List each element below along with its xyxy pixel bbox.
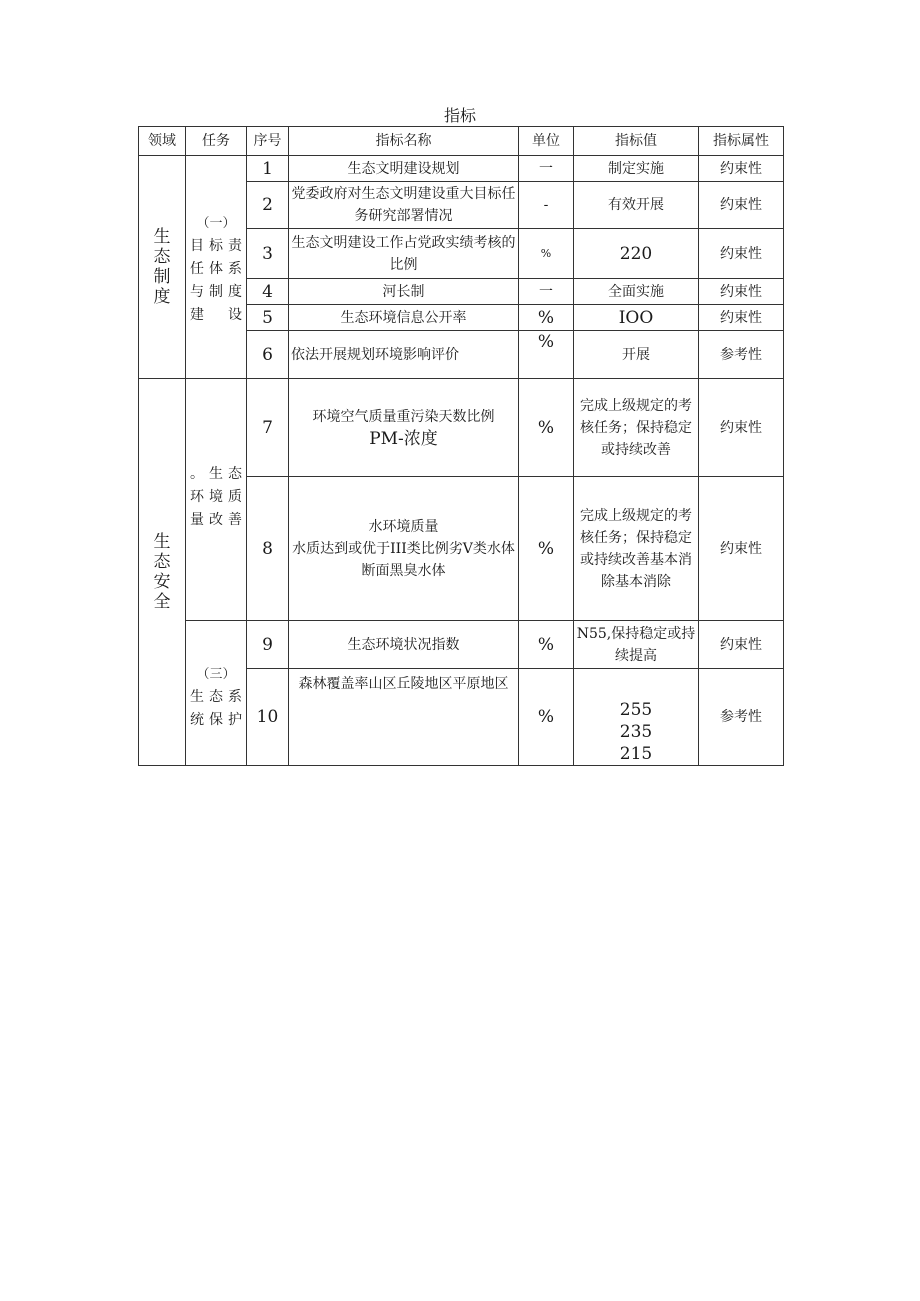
row-unit: %	[519, 621, 574, 669]
row-name-line-a: 环境空气质量重污染天数比例	[312, 408, 495, 425]
header-no: 序号	[247, 127, 289, 156]
task-label-a: （一）	[196, 216, 236, 231]
row-name-line-a: 水环境质量	[368, 518, 439, 535]
row-attr: 约束性	[699, 279, 784, 305]
row-no: 7	[247, 379, 289, 477]
row-value: 有效开展	[574, 182, 699, 229]
indicator-table	[138, 126, 784, 766]
domain-label: 生态安全	[153, 532, 171, 612]
row-attr: 约束性	[699, 379, 784, 477]
row-value	[574, 669, 699, 766]
row-no: 1	[247, 156, 289, 182]
task-label: 。生态环境质量改善	[190, 466, 242, 528]
row-unit: 一	[519, 156, 574, 182]
row-unit: %	[519, 229, 574, 279]
header-value: 指标值	[574, 127, 699, 156]
row-value: 制定实施	[574, 156, 699, 182]
task-cell	[186, 379, 247, 621]
task-label-b: 目标责任体系与制度建设	[190, 238, 242, 323]
row-value: 全面实施	[574, 279, 699, 305]
row-attr: 约束性	[699, 305, 784, 331]
row-name: 生态环境信息公开率	[289, 305, 519, 331]
row-no: 2	[247, 182, 289, 229]
row-attr: 约束性	[699, 156, 784, 182]
row-name: 依法开展规划环境影响评价	[289, 331, 519, 379]
row-name: 生态文明建设规划	[289, 156, 519, 182]
row-attr: 约束性	[699, 477, 784, 621]
row-name-line-b: PM-浓度	[369, 428, 438, 449]
row-name	[289, 477, 519, 621]
row-unit: %	[519, 331, 574, 379]
header-row	[139, 127, 784, 156]
header-attr: 指标属性	[699, 127, 784, 156]
row-name: 生态文明建设工作占党政实绩考核的比例	[289, 229, 519, 279]
row-value: 开展	[574, 331, 699, 379]
row-no: 3	[247, 229, 289, 279]
row-name-line-b: 水质达到或优于III类比例劣V类水体断面黑臭水体	[292, 540, 515, 579]
row-no: 9	[247, 621, 289, 669]
header-domain: 领域	[139, 127, 186, 156]
row-value: N55,保持稳定或持续提高	[574, 621, 699, 669]
header-name: 指标名称	[289, 127, 519, 156]
row-no: 8	[247, 477, 289, 621]
row-name: 森林覆盖率山区丘陵地区平原地区	[289, 669, 519, 766]
row-unit: %	[519, 477, 574, 621]
row-no: 5	[247, 305, 289, 331]
row-attr: 约束性	[699, 182, 784, 229]
domain-cell	[139, 379, 186, 766]
row-attr: 约束性	[699, 229, 784, 279]
table-row	[139, 156, 784, 182]
task-label-a: （三）	[196, 667, 236, 682]
row-unit: 一	[519, 279, 574, 305]
table-row	[139, 379, 784, 477]
row-attr: 参考性	[699, 669, 784, 766]
row-no: 10	[247, 669, 289, 766]
row-value: 完成上级规定的考核任务；保持稳定或持续改善	[574, 379, 699, 477]
task-cell	[186, 156, 247, 379]
header-unit: 单位	[519, 127, 574, 156]
domain-label: 生态制度	[153, 227, 171, 307]
row-value: 220	[574, 229, 699, 279]
row-value-line-a: 255	[619, 700, 653, 720]
task-cell	[186, 621, 247, 766]
row-unit: -	[519, 182, 574, 229]
row-name: 生态环境状况指数	[289, 621, 519, 669]
page-title: 指标	[443, 106, 476, 125]
row-unit: %	[519, 669, 574, 766]
row-unit: %	[519, 379, 574, 477]
row-name: 河长制	[289, 279, 519, 305]
table-row	[139, 621, 784, 669]
task-label-b: 生态系统保护	[190, 689, 242, 728]
row-value: IOO	[574, 305, 699, 331]
row-name	[289, 379, 519, 477]
row-name: 党委政府对生态文明建设重大目标任务研究部署情况	[289, 182, 519, 229]
row-unit: %	[519, 305, 574, 331]
row-attr: 约束性	[699, 621, 784, 669]
row-value: 完成上级规定的考核任务；保持稳定或持续改善基本消除基本消除	[574, 477, 699, 621]
row-no: 4	[247, 279, 289, 305]
header-task: 任务	[186, 127, 247, 156]
row-no: 6	[247, 331, 289, 379]
row-value-line-b: 235	[619, 722, 653, 742]
row-attr: 参考性	[699, 331, 784, 379]
row-value-line-c: 215	[619, 744, 653, 764]
domain-cell	[139, 156, 186, 379]
